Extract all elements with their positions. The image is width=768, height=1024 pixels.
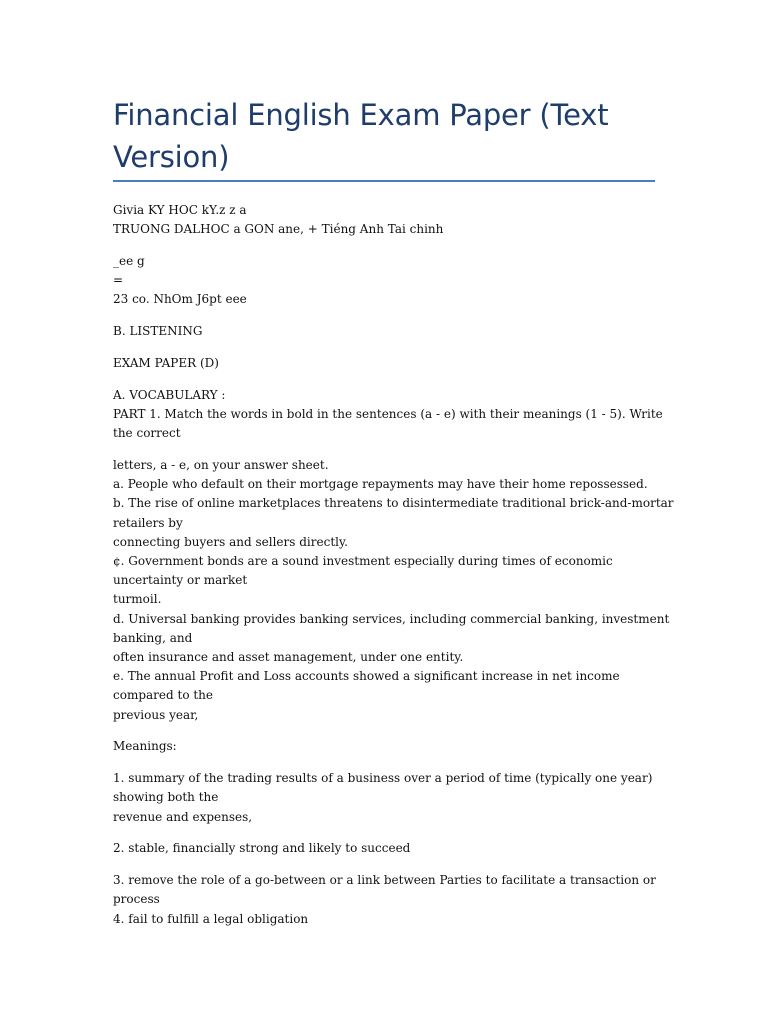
sentence-line: retailers by (113, 515, 183, 530)
section-a-heading: A. VOCABULARY : (113, 387, 226, 402)
sentence-line: a. People who default on their mortgage repayments may have their home repossessed. (113, 477, 648, 492)
sentence-line: often insurance and asset management, under one entity. (113, 650, 464, 665)
exam-paper-label: EXAM PAPER (D) (113, 356, 219, 370)
title-line: Financial English Exam Paper (Text (113, 98, 609, 132)
sentence-line: d. Universal banking provides banking services, including commercial banking, investment (113, 611, 670, 626)
title-line: Version) (113, 140, 230, 174)
sentence-line: banking, and (113, 630, 193, 645)
sentence-line: letters, a - e, on your answer sheet. (113, 458, 329, 472)
header-line: TRUONG DALHOC a GON ane, + Tiéng Anh Tai chinh (113, 222, 444, 237)
vocabulary-block (113, 386, 663, 444)
section-b-heading (113, 322, 658, 341)
meaning-line: 4. fail to fulfill a legal obligation (113, 911, 309, 926)
noise-block (113, 252, 658, 310)
document-body (113, 201, 674, 929)
noise-line: 23 co. NhOm J6pt eee (113, 292, 247, 307)
meaning-item (113, 769, 658, 827)
sentences-block (113, 456, 674, 725)
noise-line: = (113, 273, 124, 288)
exam-paper-heading (113, 354, 658, 373)
sentence-line: uncertainty or market (113, 573, 248, 588)
meaning-line: process (113, 892, 160, 907)
sentence-line: compared to the (113, 688, 214, 703)
header-block (113, 201, 658, 239)
meaning-item (113, 871, 658, 929)
sentence-line: e. The annual Profit and Loss accounts showed a significant increase in net income (113, 669, 620, 684)
meanings-label: Meanings: (113, 739, 177, 754)
sentence-line: connecting buyers and sellers directly. (113, 534, 348, 549)
meaning-line: 1. summary of the trading results of a business over a period of time (typically one year) (113, 771, 653, 786)
meaning-item (113, 839, 658, 858)
meanings-heading (113, 737, 658, 756)
section-b-label: B. LISTENING (113, 324, 203, 339)
meaning-line: revenue and expenses, (113, 809, 253, 824)
title-underline (113, 180, 655, 182)
sentence-line: turmoil. (113, 592, 162, 607)
sentence-line: b. The rise of online marketplaces threatens to disintermediate traditional brick-and-mortar (113, 496, 674, 511)
part1-instruction: the correct (113, 426, 181, 441)
sentence-line: ¢. Government bonds are a sound investment especially during times of economic (113, 554, 613, 569)
meaning-line: showing both the (113, 790, 219, 805)
header-line: Givia KY HOC kY.z z a (113, 203, 247, 217)
part1-instruction: PART 1. Match the words in bold in the sentences (a - e) with their meanings (1 - 5). Write (113, 407, 663, 421)
meaning-line: 3. remove the role of a go-between or a link between Parties to facilitate a transaction or (113, 873, 656, 888)
sentence-line: previous year, (113, 707, 199, 722)
document-title (113, 94, 658, 178)
meaning-line: 2. stable, financially strong and likely to succeed (113, 841, 411, 856)
noise-line: _ee g (113, 254, 145, 268)
